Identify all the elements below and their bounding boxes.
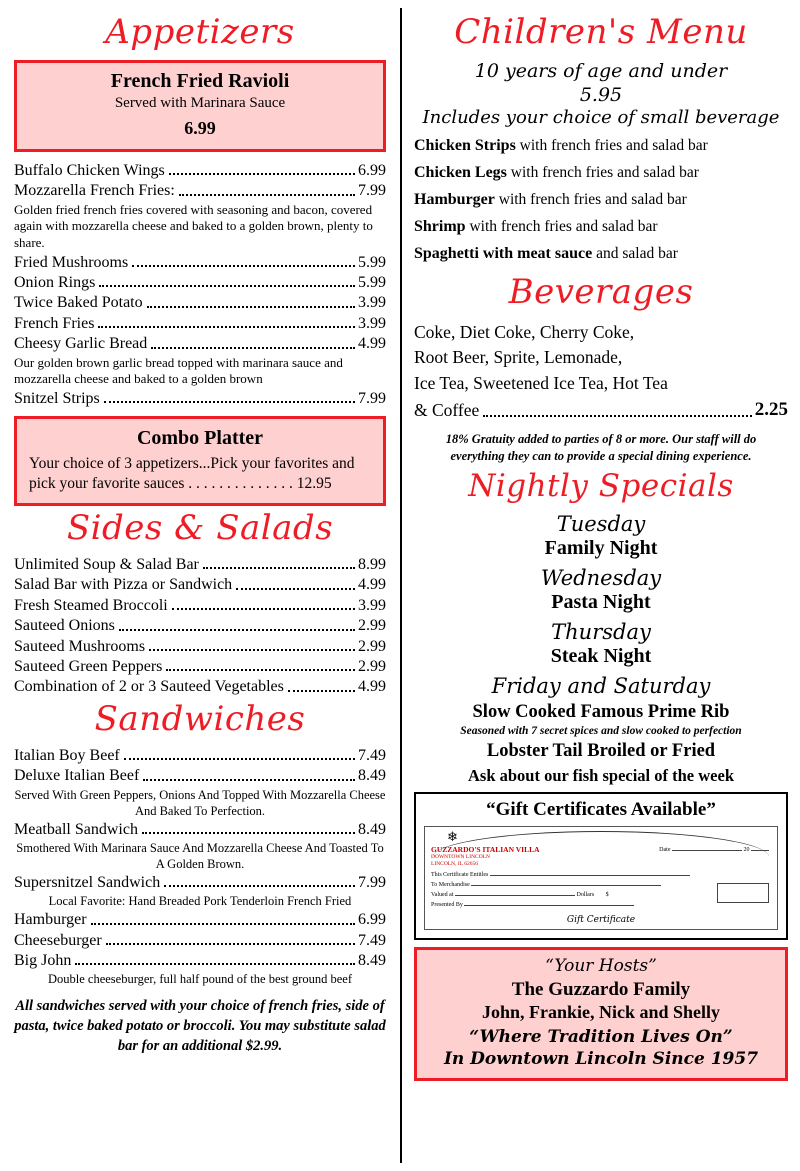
item-name: Spaghetti with meat sauce [414, 244, 593, 262]
list-item [414, 137, 788, 155]
list-item [14, 335, 386, 353]
item-name: Deluxe Italian Beef [14, 767, 140, 785]
leader-dots [179, 194, 355, 196]
list-item [14, 821, 386, 839]
featured-appetizer-price: 6.99 [184, 118, 216, 138]
list-item [14, 182, 386, 200]
sides-heading: Sides & Salads [66, 508, 334, 548]
item-price: 7.49 [358, 931, 386, 949]
certificate-presented-label: Presented By [431, 901, 463, 908]
leader-dots [132, 265, 355, 267]
special-day: Wednesday [540, 565, 662, 590]
leader-dots [143, 779, 355, 781]
item-price: 3.99 [358, 294, 386, 312]
gift-certificate-box [414, 792, 788, 940]
combo-platter-description [29, 454, 371, 493]
certificate-brand: GUZZARDO'S ITALIAN VILLA [431, 844, 540, 854]
item-price: 5.99 [358, 253, 386, 271]
item-price: 6.99 [358, 162, 386, 179]
list-item [14, 874, 386, 892]
item-name: Hamburger [14, 911, 87, 929]
ribbon-swoosh-decoration [433, 828, 769, 857]
item-description: Smothered With Marinara Sauce And Mozzarella Cheese And Toasted To A Golden Brown. [16, 840, 384, 871]
item-name: Fried Mushrooms [14, 253, 129, 271]
combo-platter-price: 12.95 [296, 474, 332, 492]
certificate-entitles-line [490, 875, 690, 876]
gratuity-note: 18% Gratuity added to parties of 8 or more. Our staff will do everything they can to provide a special dining experience. [445, 432, 757, 463]
hosts-label: “Your Hosts” [545, 955, 657, 976]
item-description: Double cheeseburger, full half pound of the best ground beef [47, 972, 353, 987]
list-item [414, 191, 788, 209]
beverages-list [414, 320, 788, 424]
item-price: 3.99 [358, 314, 386, 332]
special-name: Family Night [544, 536, 658, 559]
item-description: and salad bar [592, 244, 678, 262]
list-item [14, 162, 386, 180]
leader-dots [99, 285, 355, 287]
item-name: Cheesy Garlic Bread [14, 335, 148, 353]
list-item [14, 274, 386, 292]
sandwiches-heading: Sandwiches [94, 698, 306, 739]
leader-dots [236, 588, 355, 590]
list-item [14, 294, 386, 312]
sandwiches-list [14, 747, 386, 988]
list-item [414, 245, 788, 263]
beverages-heading: Beverages [508, 271, 694, 312]
right-column [402, 0, 800, 1171]
certificate-year-line [751, 850, 769, 851]
item-name: Chicken Strips [414, 136, 516, 154]
item-name: Combination of 2 or 3 Sauteed Vegetables [14, 678, 284, 696]
leader-dots [166, 669, 355, 671]
list-item [14, 254, 386, 272]
leader-dots [147, 306, 355, 308]
item-name: Unlimited Soup & Salad Bar [14, 556, 199, 573]
item-description: with french fries and salad bar [465, 217, 658, 235]
special-day: Tuesday [556, 511, 646, 536]
item-name: Shrimp [414, 217, 466, 235]
item-price: 8.49 [358, 952, 386, 970]
certificate-merchandise-line [471, 885, 661, 886]
leader-dots [124, 758, 355, 760]
item-name: Cheeseburger [14, 931, 102, 949]
nightly-specials-list [414, 512, 788, 786]
item-name: Sauteed Green Peppers [14, 657, 163, 675]
special-lobster-tail: Lobster Tail Broiled or Fried [486, 740, 716, 761]
leader-dots [104, 401, 355, 403]
certificate-brand-state: LINCOLN, IL 62656 [431, 860, 478, 867]
leader-dots [151, 347, 355, 349]
special-name: Pasta Night [551, 590, 651, 613]
featured-appetizer-title: French Fried Ravioli [110, 70, 290, 92]
certificate-dollar-sign: $ [605, 891, 609, 898]
list-item [14, 638, 386, 656]
item-name: French Fries [14, 314, 95, 332]
featured-appetizer-box [14, 60, 386, 152]
item-name: Onion Rings [14, 274, 96, 292]
certificate-entitles-row [431, 872, 771, 878]
leader-dots [203, 567, 355, 569]
item-price: 7.99 [358, 389, 386, 407]
bow-icon: ❄ [447, 828, 458, 844]
item-name: Chicken Legs [414, 163, 507, 181]
childrens-age-line: 10 years of age and under [474, 60, 728, 82]
leader-dots [91, 923, 355, 925]
item-description: with french fries and salad bar [506, 163, 699, 181]
appetizers-list [14, 162, 386, 408]
item-name: Hamburger [414, 190, 495, 208]
childrens-price: 5.95 [579, 83, 623, 106]
list-item [14, 597, 386, 615]
item-description: Served With Green Peppers, Onions And Topped With Mozzarella Cheese And Baked To Perfection. [14, 787, 386, 818]
leader-dots [106, 943, 355, 945]
item-price: 6.99 [358, 911, 386, 929]
certificate-dollars-label: Dollars [576, 891, 595, 898]
item-description: with french fries and salad bar [515, 136, 708, 154]
combo-platter-title: Combo Platter [136, 427, 264, 450]
certificate-valued-line [455, 895, 575, 896]
list-item [14, 617, 386, 635]
certificate-valued-label: Valued at [431, 891, 454, 898]
list-item [14, 658, 386, 676]
item-name: Supersnitzel Sandwich [14, 873, 161, 891]
item-name: Sauteed Mushrooms [14, 637, 146, 655]
hosts-tagline-1: “Where Tradition Lives On” [469, 1026, 733, 1047]
special-fish-note: Ask about our fish special of the week [467, 765, 734, 785]
nightly-specials-heading: Nightly Specials [468, 467, 734, 504]
leader-dots [119, 629, 355, 631]
beverage-price-row [414, 396, 788, 424]
leader-dots [164, 885, 355, 887]
list-item [14, 952, 386, 970]
beverage-line: Coke, Diet Coke, Cherry Coke, [414, 321, 635, 342]
list-item [14, 678, 386, 696]
beverage-line: Ice Tea, Sweetened Ice Tea, Hot Tea [414, 372, 668, 393]
combo-platter-text: Your choice of 3 appetizers...Pick your favorites and pick your favorite sauces [29, 455, 355, 492]
list-item [14, 747, 386, 765]
item-price: 2.99 [358, 657, 386, 675]
item-name: Twice Baked Potato [14, 294, 143, 312]
certificate-amount-box [717, 883, 769, 903]
childrens-menu-heading: Children's Menu [454, 12, 748, 52]
leader-dots [98, 326, 355, 328]
item-name: Italian Boy Beef [14, 746, 120, 764]
item-price: 4.99 [358, 335, 386, 353]
certificate-merchandise-label: To Merchandise [431, 881, 470, 888]
list-item [414, 164, 788, 182]
item-price: 2.99 [358, 617, 386, 635]
special-day: Thursday [551, 619, 651, 644]
item-price: 8.49 [358, 767, 386, 785]
leader-dots [142, 832, 355, 834]
item-price: 2.99 [358, 637, 386, 655]
leader-dots [483, 415, 751, 417]
beverage-line: & Coffee [414, 400, 480, 421]
item-name: Salad Bar with Pizza or Sandwich [14, 576, 233, 594]
leader-dots [169, 173, 355, 175]
hosts-names: John, Frankie, Nick and Shelly [481, 1001, 721, 1022]
special-name: Steak Night [550, 644, 652, 667]
list-item [414, 218, 788, 236]
list-item [14, 911, 386, 929]
leader-dots [288, 690, 355, 692]
item-description: Local Favorite: Hand Breaded Pork Tenderloin French Fried [48, 894, 352, 909]
item-price: 8.99 [358, 556, 386, 573]
list-item [14, 576, 386, 594]
certificate-footer: Gift Certificate [566, 914, 636, 925]
item-price: 3.99 [358, 596, 386, 614]
item-name: Meatball Sandwich [14, 820, 138, 838]
list-item [14, 767, 386, 785]
beverage-line: Root Beer, Sprite, Lemonade, [414, 347, 623, 368]
certificate-year-label: 20 [743, 846, 750, 853]
childrens-items [414, 137, 788, 263]
featured-appetizer-subtitle: Served with Marinara Sauce [114, 95, 286, 111]
certificate-date-row [659, 847, 769, 853]
item-description: Golden fried french fries covered with seasoning and bacon, covered again with mozzarella cheese and baked to a golden brown, plenty to share. [14, 201, 373, 251]
hosts-tagline-2: In Downtown Lincoln Since 1957 [443, 1048, 759, 1069]
appetizers-heading: Appetizers [105, 12, 295, 52]
special-prime-rib-description: Seasoned with 7 secret spices and slow cooked to perfection [460, 724, 742, 737]
item-name: Big John [14, 952, 72, 970]
item-price: 4.99 [358, 678, 386, 696]
item-price: 4.99 [358, 576, 386, 594]
item-price: 7.99 [358, 182, 386, 200]
list-item [14, 315, 386, 333]
item-name: Mozzarella French Fries: [14, 182, 175, 200]
item-name: Sauteed Onions [14, 617, 115, 635]
hosts-family: The Guzzardo Family [511, 978, 691, 1000]
leader-dots [172, 608, 355, 610]
item-description: Our golden brown garlic bread topped with marinara sauce and mozzarella cheese and baked to a golden brown [14, 354, 343, 387]
item-name: Buffalo Chicken Wings [14, 162, 165, 179]
certificate-date-line [672, 850, 742, 851]
leader-dots [149, 649, 355, 651]
item-price: 8.49 [358, 820, 386, 838]
sandwiches-footer-note: All sandwiches served with your choice of french fries, side of pasta, twice baked potato or broccoli. You may substitute salad bar for an additional $2.99. [14, 998, 386, 1054]
combo-platter-dots: . . . . . . . . . . . . . . [188, 474, 297, 492]
special-day-weekend: Friday and Saturday [491, 673, 711, 698]
item-description: with french fries and salad bar [494, 190, 687, 208]
certificate-brand-city: DOWNTOWN LINCOLN [431, 853, 491, 860]
childrens-includes: Includes your choice of small beverage [422, 106, 780, 128]
combo-platter-box [14, 416, 386, 506]
sides-list [14, 556, 386, 697]
item-price: 7.99 [358, 873, 386, 891]
item-name: Snitzel Strips [14, 389, 100, 407]
gift-certificate-title: “Gift Certificates Available” [486, 798, 716, 820]
item-name: Fresh Steamed Broccoli [14, 596, 168, 614]
certificate-entitles-label: This Certificate Entitles [431, 871, 489, 878]
list-item [14, 390, 386, 408]
list-item [14, 556, 386, 574]
gift-certificate-image [424, 826, 778, 930]
item-price: 5.99 [358, 274, 386, 292]
item-price: 7.49 [358, 746, 386, 764]
special-prime-rib: Slow Cooked Famous Prime Rib [472, 701, 730, 722]
hosts-box [414, 947, 788, 1081]
list-item [14, 932, 386, 950]
certificate-presented-line [464, 905, 634, 906]
beverage-price: 2.25 [754, 398, 788, 420]
certificate-date-label: Date [659, 846, 671, 853]
leader-dots [75, 963, 355, 965]
